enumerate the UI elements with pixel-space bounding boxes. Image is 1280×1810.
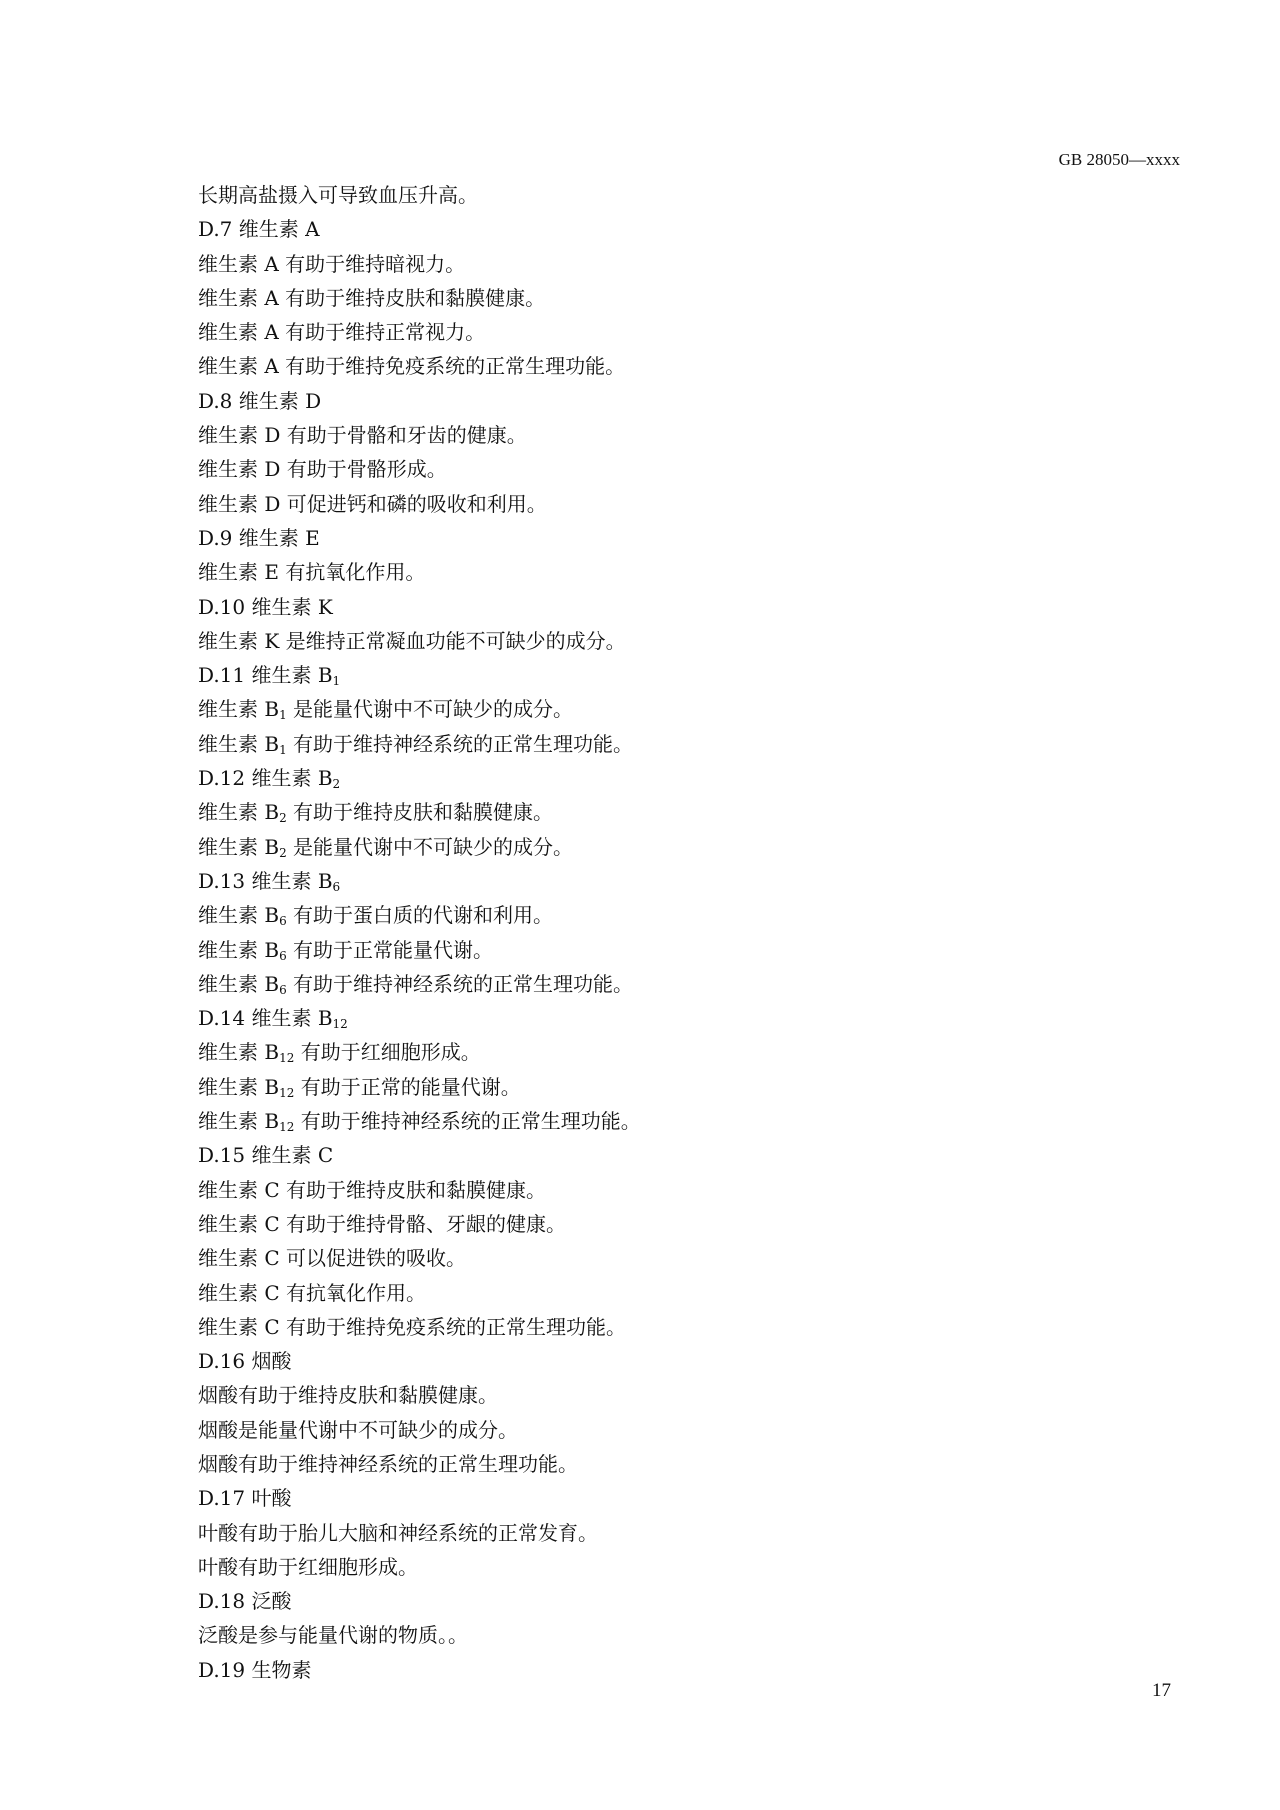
- line-text: 维生素 C 有抗氧化作用。: [198, 1280, 427, 1305]
- line-text: 长期高盐摄入可导致血压升高。: [198, 183, 478, 207]
- claim-line: [198, 1618, 1098, 1652]
- subscript: 6: [279, 948, 287, 963]
- section-heading: [198, 384, 1098, 418]
- claim-line: [198, 898, 1098, 932]
- line-text: 维生素 K 是维持正常凝血功能不可缺少的成分。: [198, 628, 626, 653]
- line-text: D.12 维生素 B: [198, 766, 333, 791]
- section-heading: [198, 761, 1098, 795]
- claim-line: [198, 1207, 1098, 1241]
- line-text: D.19 生物素: [198, 1657, 312, 1682]
- subscript: 12: [279, 1085, 295, 1100]
- claim-line: [198, 247, 1098, 281]
- claim-line: [198, 1070, 1098, 1104]
- line-tail-text: 有助于正常能量代谢。: [286, 937, 494, 962]
- line-text: 叶酸有助于红细胞形成。: [198, 1554, 418, 1579]
- line-text: 维生素 C 可以促进铁的吸收。: [198, 1246, 467, 1271]
- claim-line: [198, 1413, 1098, 1447]
- line-text: 叶酸有助于胎儿大脑和神经系统的正常发育。: [198, 1520, 598, 1545]
- line-text: D.10 维生素 K: [198, 594, 333, 619]
- line-text: D.11 维生素 B: [198, 663, 333, 688]
- claim-line: [198, 1516, 1098, 1550]
- subscript: 1: [332, 674, 341, 689]
- line-text: 维生素 D 有助于骨骼形成。: [198, 457, 447, 482]
- claim-line: [198, 418, 1098, 452]
- line-tail-text: 有助于红细胞形成。: [294, 1040, 481, 1065]
- claim-line: [198, 452, 1098, 486]
- line-tail-text: 有助于正常的能量代谢。: [294, 1074, 521, 1099]
- subscript: 6: [279, 982, 287, 997]
- page-number: 17: [1152, 1680, 1171, 1701]
- line-text: D.16 烟酸: [198, 1349, 292, 1374]
- claim-line: [198, 933, 1098, 967]
- claim-line: [198, 624, 1098, 658]
- claim-line: [198, 1550, 1098, 1584]
- subscript: 1: [279, 708, 287, 723]
- line-text: 维生素 B: [198, 1040, 280, 1065]
- line-text: 维生素 B: [198, 1109, 280, 1134]
- line-text: 烟酸有助于维持皮肤和黏膜健康。: [198, 1383, 498, 1408]
- line-text: 维生素 A 有助于维持暗视力。: [198, 251, 466, 276]
- claim-line: [198, 487, 1098, 521]
- line-text: 维生素 A 有助于维持正常视力。: [198, 320, 486, 345]
- line-text: 维生素 B: [198, 834, 280, 859]
- claim-line: [198, 349, 1098, 383]
- line-text: 维生素 B: [198, 1074, 280, 1099]
- line-tail-text: 是能量代谢中不可缺少的成分。: [286, 834, 574, 859]
- claim-line: [198, 555, 1098, 589]
- line-tail-text: 有助于维持神经系统的正常生理功能。: [294, 1109, 641, 1134]
- line-tail-text: 有助于维持皮肤和黏膜健康。: [286, 800, 554, 825]
- subscript: 2: [279, 845, 287, 860]
- line-text: D.13 维生素 B: [198, 868, 333, 893]
- line-tail-text: 是能量代谢中不可缺少的成分。: [286, 697, 574, 722]
- line-text: 维生素 E 有抗氧化作用。: [198, 560, 426, 585]
- claim-line: [198, 1104, 1098, 1138]
- section-heading: [198, 1001, 1098, 1035]
- line-text: 维生素 B: [198, 937, 280, 962]
- line-text: 维生素 D 可促进钙和磷的吸收和利用。: [198, 491, 547, 516]
- line-text: D.9 维生素 E: [198, 525, 320, 550]
- line-text: 烟酸是能量代谢中不可缺少的成分。: [198, 1417, 518, 1442]
- subscript: 2: [279, 811, 287, 826]
- claim-line: [198, 1378, 1098, 1412]
- subscript: 2: [332, 777, 341, 792]
- line-tail-text: 有助于维持神经系统的正常生理功能。: [286, 731, 634, 756]
- line-text: 维生素 B: [198, 971, 280, 996]
- section-heading: [198, 1344, 1098, 1378]
- section-heading: [198, 212, 1098, 246]
- line-text: D.17 叶酸: [198, 1486, 292, 1511]
- claim-line: [198, 178, 1098, 212]
- line-text: 维生素 D 有助于骨骼和牙齿的健康。: [198, 423, 527, 448]
- claim-line: [198, 281, 1098, 315]
- line-text: 维生素 C 有助于维持骨骼、牙龈的健康。: [198, 1211, 567, 1236]
- line-text: 烟酸有助于维持神经系统的正常生理功能。: [198, 1451, 578, 1476]
- subscript: 12: [332, 1017, 348, 1032]
- section-heading: [198, 1653, 1098, 1687]
- section-heading: [198, 1584, 1098, 1618]
- line-text: 维生素 B: [198, 800, 280, 825]
- line-text: D.8 维生素 D: [198, 388, 322, 413]
- section-heading: [198, 590, 1098, 624]
- section-heading: [198, 521, 1098, 555]
- claim-line: [198, 1241, 1098, 1275]
- claim-line: [198, 315, 1098, 349]
- document-body: [198, 178, 1098, 1687]
- line-text: 维生素 C 有助于维持皮肤和黏膜健康。: [198, 1177, 547, 1202]
- section-heading: [198, 1138, 1098, 1172]
- line-text: 维生素 A 有助于维持皮肤和黏膜健康。: [198, 285, 546, 310]
- subscript: 6: [332, 879, 341, 894]
- claim-line: [198, 830, 1098, 864]
- line-text: 维生素 B: [198, 903, 280, 928]
- line-text: D.14 维生素 B: [198, 1006, 333, 1031]
- claim-line: [198, 692, 1098, 726]
- standard-code-header: GB 28050—xxxx: [1058, 150, 1180, 169]
- claim-line: [198, 1310, 1098, 1344]
- subscript: 12: [279, 1051, 295, 1066]
- line-text: 维生素 A 有助于维持免疫系统的正常生理功能。: [198, 354, 626, 379]
- claim-line: [198, 1276, 1098, 1310]
- subscript: 12: [279, 1120, 295, 1135]
- line-tail-text: 有助于蛋白质的代谢和利用。: [286, 903, 554, 928]
- claim-line: [198, 1035, 1098, 1069]
- subscript: 1: [279, 742, 287, 757]
- claim-line: [198, 727, 1098, 761]
- line-text: D.18 泛酸: [198, 1589, 292, 1614]
- line-text: D.15 维生素 C: [198, 1143, 334, 1168]
- section-heading: [198, 658, 1098, 692]
- claim-line: [198, 1447, 1098, 1481]
- section-heading: [198, 864, 1098, 898]
- claim-line: [198, 967, 1098, 1001]
- line-text: 维生素 B: [198, 697, 280, 722]
- subscript: 6: [279, 914, 287, 929]
- line-text: 泛酸是参与能量代谢的物质。。: [198, 1623, 468, 1648]
- line-tail-text: 有助于维持神经系统的正常生理功能。: [286, 971, 634, 996]
- claim-line: [198, 795, 1098, 829]
- line-text: 维生素 C 有助于维持免疫系统的正常生理功能。: [198, 1314, 627, 1339]
- line-text: D.7 维生素 A: [198, 217, 320, 242]
- line-text: 维生素 B: [198, 731, 280, 756]
- section-heading: [198, 1481, 1098, 1515]
- claim-line: [198, 1173, 1098, 1207]
